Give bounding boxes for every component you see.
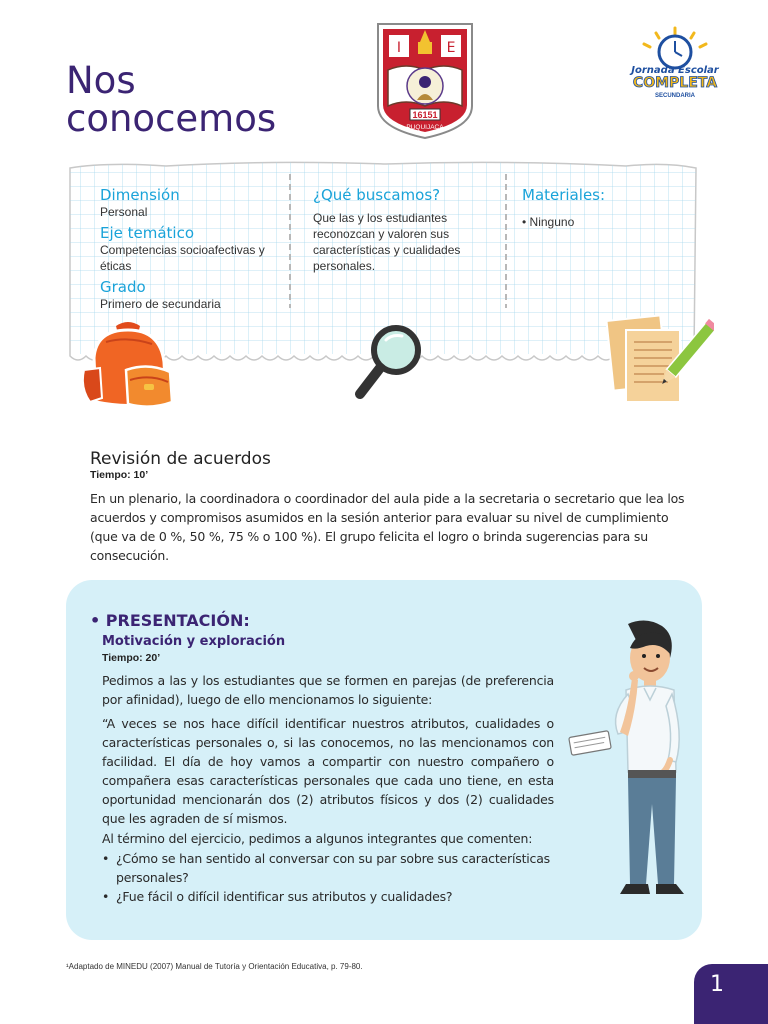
info-column-buscamos bbox=[313, 186, 493, 274]
page-number-tab bbox=[694, 964, 768, 1024]
materiales-item: • Ninguno bbox=[522, 215, 575, 229]
grado-label: Grado bbox=[100, 278, 146, 296]
page-number: 1 bbox=[710, 972, 724, 997]
crest-code: 16151 bbox=[412, 110, 438, 120]
materiales-label: Materiales: bbox=[522, 186, 606, 204]
crest-letter-right: E bbox=[446, 40, 456, 56]
magnifier-icon bbox=[352, 322, 426, 404]
presentacion-paragraph-2: “A veces se nos hace difícil identificar nuestros atributos, cualidades o características personales o, si las conocemos, no las mencionamos con facilidad. El día de hoy vamos a compartir con nuestro compañero o compañera esas características personales que cada uno tiene, en esta oportunidad mencionarán dos (2) atributos físicos y dos (2) cualidades que les agraden de sí mismos. bbox=[102, 716, 554, 826]
info-column-materiales bbox=[522, 186, 672, 230]
materiales-item-text: Ninguno bbox=[529, 215, 575, 229]
page-title bbox=[66, 59, 277, 140]
presentacion-paragraph-3: Al término del ejercicio, pedimos a algunos integrantes que comenten: bbox=[102, 831, 533, 846]
crest-letter-left: I bbox=[396, 40, 402, 56]
thinking-boy-icon bbox=[566, 614, 690, 904]
buscamos-label: ¿Qué buscamos? bbox=[313, 186, 441, 204]
papers-pencil-icon bbox=[604, 312, 714, 408]
info-column-dimension bbox=[100, 186, 290, 312]
footnote: ¹Adaptado de MINEDU (2007) Manual de Tutoría y Orientación Educativa, p. 79-80. bbox=[66, 962, 363, 971]
presentacion-title: • PRESENTACIÓN: bbox=[90, 611, 250, 630]
buscamos-value: Que las y los estudiantes reconozcan y valoren sus características y cualidades personales. bbox=[313, 211, 461, 273]
dimension-label: Dimensión bbox=[100, 186, 180, 204]
eje-label: Eje temático bbox=[100, 224, 195, 242]
school-crest-icon bbox=[374, 20, 476, 140]
question-item: • ¿Cómo se han sentido al conversar con su par sobre sus características personales? bbox=[102, 849, 554, 887]
crest-place: PUQUIJACA bbox=[406, 124, 444, 131]
title-line-1: Nos bbox=[66, 59, 136, 102]
eje-value: Competencias socioafectivas y éticas bbox=[100, 243, 265, 273]
revision-body: En un plenario, la coordinadora o coordinador del aula pide a la secretaria o secretario que lea los acuerdos y compromisos asumidos en la sesión anterior para evaluar su nivel de cumplimiento (que va de 0 %, 50 %, 75 % o 100 %). El grupo felicita el logro o brinda sugerencias para su consecución. bbox=[90, 491, 685, 563]
title-line-2: conocemos bbox=[66, 97, 277, 140]
presentacion-subtitle: Motivación y exploración bbox=[102, 634, 286, 649]
presentacion-time: Tiempo: 20’ bbox=[102, 652, 161, 664]
question-item: • ¿Fue fácil o difícil identificar sus atributos y cualidades? bbox=[102, 887, 554, 906]
revision-time: Tiempo: 10’ bbox=[90, 469, 149, 481]
logo-line-1: Jornada Escolar bbox=[631, 65, 719, 76]
revision-title: Revisión de acuerdos bbox=[90, 449, 271, 469]
grado-value: Primero de secundaria bbox=[100, 297, 221, 311]
dimension-value: Personal bbox=[100, 205, 148, 219]
presentacion-paragraph-1: Pedimos a las y los estudiantes que se formen en parejas (de preferencia por afinidad), luego de ello mencionamos lo siguiente: bbox=[102, 673, 554, 707]
question-list bbox=[102, 849, 554, 906]
backpack-icon bbox=[76, 318, 180, 410]
jec-logo-icon bbox=[616, 26, 734, 102]
logo-line-3: SECUNDARIA bbox=[654, 93, 696, 99]
logo-line-2: COMPLETA bbox=[632, 75, 718, 91]
